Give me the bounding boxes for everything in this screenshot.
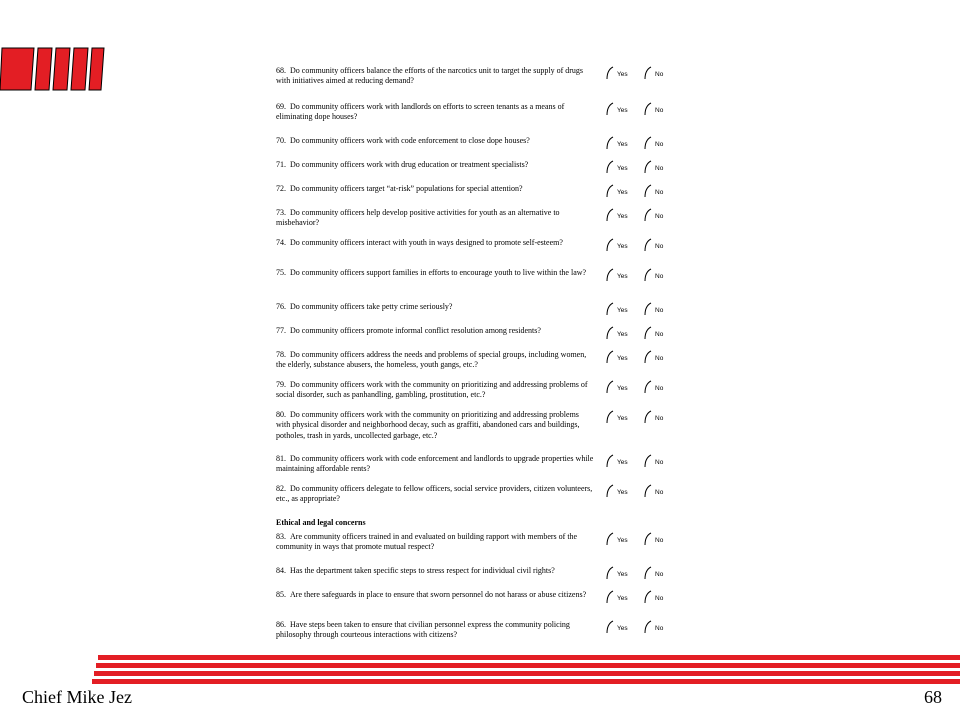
checkbox-icon xyxy=(606,532,615,546)
checkbox-icon xyxy=(644,326,653,340)
yes-option-label: Yes xyxy=(617,189,628,196)
no-option-label: No xyxy=(655,213,664,220)
no-option-label: No xyxy=(655,595,664,602)
checkbox-icon xyxy=(644,66,653,80)
yes-option-label: Yes xyxy=(617,213,628,220)
checkbox-icon xyxy=(606,380,615,394)
checkbox-icon xyxy=(606,238,615,252)
question-body: Do community officers balance the efforts of the narcotics unit to target the supply of drugs with initiatives aimed at reducing demand? xyxy=(276,66,584,86)
yes-option-label: Yes xyxy=(617,243,628,250)
checkbox-icon xyxy=(644,590,653,604)
no-option-label: No xyxy=(655,355,664,362)
checkbox-icon xyxy=(606,326,615,340)
question-number: 82. xyxy=(276,484,286,493)
question-number: 71. xyxy=(276,160,286,169)
question-body: Do community officers support families in efforts to encourage youth to live within the law? xyxy=(290,268,587,277)
question-text xyxy=(276,620,594,641)
no-option-label: No xyxy=(655,71,664,78)
question-body: Has the department taken specific steps to stress respect for individual civil rights? xyxy=(290,566,555,575)
question-number: 68. xyxy=(276,66,286,75)
question-body: Do community officers work with code enforcement and landlords to upgrade properties while maintaining affordable rents? xyxy=(276,454,594,474)
no-option-label: No xyxy=(655,331,664,338)
question-body: Are community officers trained in and evaluated on building rapport with members of the community in ways that promote mutual respect? xyxy=(276,532,578,552)
no-option-label: No xyxy=(655,625,664,632)
question-number: 80. xyxy=(276,410,286,419)
no-option-label: No xyxy=(655,141,664,148)
question-body: Are there safeguards in place to ensure that sworn personnel do not harass or abuse citizens? xyxy=(290,590,587,599)
yes-option-label: Yes xyxy=(617,537,628,544)
checkbox-icon xyxy=(644,102,653,116)
question-number: 81. xyxy=(276,454,286,463)
question-body: Do community officers promote informal conflict resolution among residents? xyxy=(290,326,541,335)
checkbox-icon xyxy=(606,102,615,116)
no-option-label: No xyxy=(655,189,664,196)
question-text xyxy=(276,208,594,229)
question-body: Do community officers interact with youth in ways designed to promote self-esteem? xyxy=(290,238,563,247)
question-text xyxy=(276,484,594,505)
no-option-label: No xyxy=(655,165,664,172)
question-text xyxy=(276,136,594,146)
question-text xyxy=(276,326,594,336)
striped-logo-icon xyxy=(0,42,110,94)
checkbox-icon xyxy=(644,160,653,174)
footer-stripes xyxy=(88,655,960,685)
footer-author: Chief Mike Jez xyxy=(22,687,132,707)
checkbox-icon xyxy=(606,620,615,634)
page-number: 68 xyxy=(924,687,942,707)
checkbox-icon xyxy=(606,566,615,580)
no-option-label: No xyxy=(655,385,664,392)
checkbox-icon xyxy=(644,380,653,394)
question-body: Do community officers work with code enforcement to close dope houses? xyxy=(290,136,530,145)
no-option-label: No xyxy=(655,273,664,280)
question-number: 84. xyxy=(276,566,286,575)
no-option-label: No xyxy=(655,571,664,578)
no-option-label: No xyxy=(655,307,664,314)
checkbox-icon xyxy=(644,484,653,498)
yes-option-label: Yes xyxy=(617,107,628,114)
no-option-label: No xyxy=(655,537,664,544)
yes-option-label: Yes xyxy=(617,625,628,632)
question-number: 70. xyxy=(276,136,286,145)
question-text xyxy=(276,66,594,87)
checkbox-icon xyxy=(606,410,615,424)
question-number: 76. xyxy=(276,302,286,311)
question-body: Have steps been taken to ensure that civilian personnel express the community policing philosophy through courteous interactions with citizens? xyxy=(276,620,570,640)
checkbox-icon xyxy=(606,208,615,222)
no-option-label: No xyxy=(655,459,664,466)
no-option-label: No xyxy=(655,243,664,250)
question-text xyxy=(276,410,594,441)
yes-option-label: Yes xyxy=(617,307,628,314)
checkbox-icon xyxy=(606,590,615,604)
question-number: 69. xyxy=(276,102,286,111)
question-text xyxy=(276,566,594,576)
question-body: Do community officers address the needs and problems of special groups, including women, the elderly, substance abusers, the homeless, youth gangs, etc.? xyxy=(276,350,587,370)
question-number: 72. xyxy=(276,184,286,193)
question-number: 77. xyxy=(276,326,286,335)
question-body: Do community officers work with the community on prioritizing and addressing problems with physical disorder and neighborhood decay, such as graffiti, abandoned cars and buildings, potholes, trash in yards, uncollected garbage, etc.? xyxy=(276,410,580,440)
checkbox-icon xyxy=(644,350,653,364)
checkbox-icon xyxy=(606,454,615,468)
checkbox-icon xyxy=(606,268,615,282)
question-body: Do community officers take petty crime seriously? xyxy=(290,302,453,311)
yes-option-label: Yes xyxy=(617,571,628,578)
checkbox-icon xyxy=(606,160,615,174)
question-number: 74. xyxy=(276,238,286,247)
question-number: 75. xyxy=(276,268,286,277)
no-option-label: No xyxy=(655,107,664,114)
checkbox-icon xyxy=(606,184,615,198)
question-body: Do community officers work with drug education or treatment specialists? xyxy=(290,160,529,169)
yes-option-label: Yes xyxy=(617,355,628,362)
yes-option-label: Yes xyxy=(617,165,628,172)
checkbox-icon xyxy=(644,454,653,468)
question-text xyxy=(276,590,594,600)
yes-option-label: Yes xyxy=(617,415,628,422)
checkbox-icon xyxy=(644,620,653,634)
question-text xyxy=(276,302,594,312)
yes-option-label: Yes xyxy=(617,489,628,496)
checkbox-icon xyxy=(644,238,653,252)
checkbox-icon xyxy=(644,268,653,282)
question-body: Do community officers help develop positive activities for youth as an alternative to misbehavior? xyxy=(276,208,560,228)
checkbox-icon xyxy=(644,532,653,546)
no-option-label: No xyxy=(655,415,664,422)
yes-option-label: Yes xyxy=(617,141,628,148)
question-text xyxy=(276,102,594,123)
question-text xyxy=(276,184,594,194)
question-text xyxy=(276,238,594,248)
question-number: 73. xyxy=(276,208,286,217)
question-text xyxy=(276,532,594,553)
yes-option-label: Yes xyxy=(617,595,628,602)
question-text xyxy=(276,350,594,371)
checkbox-icon xyxy=(644,566,653,580)
checkbox-icon xyxy=(606,350,615,364)
checkbox-icon xyxy=(644,302,653,316)
checkbox-icon xyxy=(606,136,615,150)
question-number: 86. xyxy=(276,620,286,629)
question-number: 78. xyxy=(276,350,286,359)
no-option-label: No xyxy=(655,489,664,496)
question-body: Do community officers delegate to fellow officers, social service providers, citizen volunteers, etc., as appropriate? xyxy=(276,484,593,504)
question-number: 83. xyxy=(276,532,286,541)
checkbox-icon xyxy=(606,302,615,316)
checkbox-icon xyxy=(606,66,615,80)
checkbox-icon xyxy=(644,136,653,150)
question-number: 79. xyxy=(276,380,286,389)
section-heading: Ethical and legal concerns xyxy=(276,518,366,527)
checkbox-icon xyxy=(644,184,653,198)
yes-option-label: Yes xyxy=(617,273,628,280)
checkbox-icon xyxy=(606,484,615,498)
yes-option-label: Yes xyxy=(617,459,628,466)
question-body: Do community officers work with landlords on efforts to screen tenants as a means of eliminating dope houses? xyxy=(276,102,565,122)
question-text xyxy=(276,268,594,278)
question-body: Do community officers work with the community on prioritizing and addressing problems of social disorder, such as panhandling, gambling, prostitution, etc.? xyxy=(276,380,588,400)
question-body: Do community officers target “at-risk” populations for special attention? xyxy=(290,184,523,193)
question-number: 85. xyxy=(276,590,286,599)
checkbox-icon xyxy=(644,410,653,424)
yes-option-label: Yes xyxy=(617,385,628,392)
question-text xyxy=(276,160,594,170)
yes-option-label: Yes xyxy=(617,71,628,78)
yes-option-label: Yes xyxy=(617,331,628,338)
question-text xyxy=(276,380,594,401)
checkbox-icon xyxy=(644,208,653,222)
question-text xyxy=(276,454,594,475)
